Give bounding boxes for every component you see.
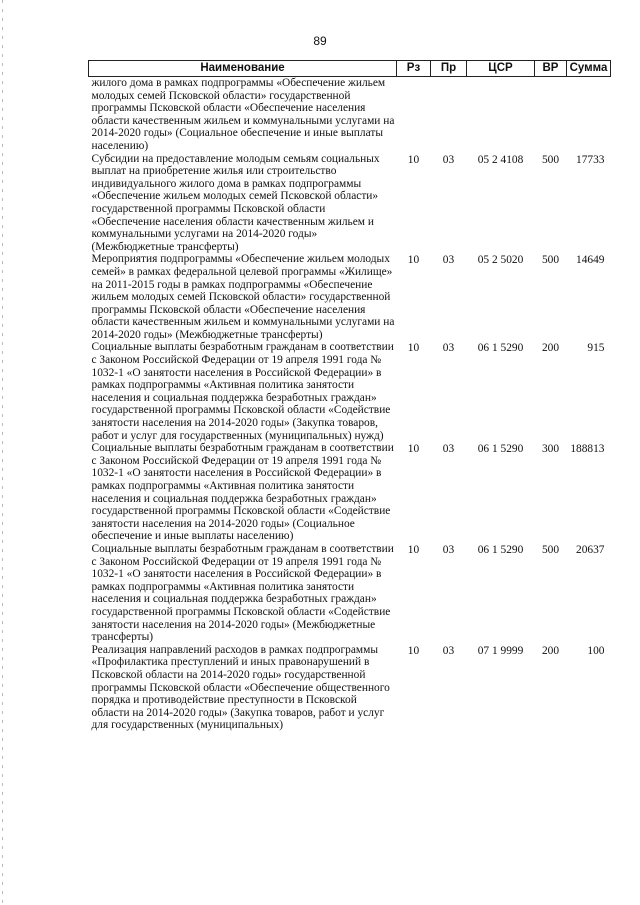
row-name: Субсидии на предоставление молодым семьям социальных выплат на приобретение жилья или строительство индивидуального жилого дома в рамках подпрограммы «Обеспечение жильем молодых семей Псковской области» государственной программы Псковской области «Обеспечение населения области качественным жильем и коммунальными услугами на 2014-2020 годы» (Межбюджетные трансферты) xyxy=(91,152,380,253)
row-sum: 14649 xyxy=(576,254,605,267)
table-row xyxy=(89,253,611,341)
row-vr: 300 xyxy=(541,443,560,456)
row-vr: 200 xyxy=(541,644,560,657)
row-csr: 07 1 9999 xyxy=(477,644,524,657)
row-pr: 03 xyxy=(442,153,455,166)
row-rz: 10 xyxy=(407,644,420,657)
header-csr: ЦСР xyxy=(467,61,535,77)
row-vr: 500 xyxy=(541,153,560,166)
row-sum: 17733 xyxy=(576,153,605,166)
row-csr: 05 2 4108 xyxy=(477,153,524,166)
row-sum: 100 xyxy=(587,644,605,657)
table-row xyxy=(89,644,611,732)
row-name: Мероприятия подпрограммы «Обеспечение жильем молодых семей» в рамках федеральной целевой программы «Жилище» на 2011-2015 годы в рамках подпрограммы «Обеспечение жильем молодых семей Псковской области» государственной программы Псковской области «Обеспечение населения области качественным жильем и коммунальными услугами на 2014-2020 годы» (Межбюджетные трансферты) xyxy=(91,253,395,341)
table-header-row xyxy=(89,61,611,77)
budget-table xyxy=(88,60,611,732)
row-vr xyxy=(535,77,567,153)
row-rz xyxy=(397,77,431,153)
row-pr xyxy=(431,77,467,153)
table-row xyxy=(89,543,611,644)
row-pr: 03 xyxy=(442,644,455,657)
row-rz: 10 xyxy=(407,342,420,355)
header-name: Наименование xyxy=(89,61,397,77)
header-vr: ВР xyxy=(535,61,567,77)
row-sum: 188813 xyxy=(570,443,605,456)
table-row xyxy=(89,341,611,442)
row-rz: 10 xyxy=(407,153,420,166)
header-sum: Сумма xyxy=(567,61,611,77)
row-name: Социальные выплаты безработным гражданам в соответствии с Законом Российской Федерации от 19 апреля 1991 года № 1032-1 «О занятости населения в Российской Федерации» в рамках подпрограммы «Активная политика занятости населения и социальная поддержка безработных граждан» государственной программы Псковской области «Содействие занятости населения на 2014-2020 годы» (Межбюджетные трансферты) xyxy=(91,542,394,644)
row-sum: 915 xyxy=(587,342,605,355)
row-name: Реализация направлений расходов в рамках подпрограммы «Профилактика преступлений и иных правонарушений в Псковской области на 2014-2020 годы» государственной программы Псковской области «Обеспечение общественного порядка и противодействие преступности в Псковской области на 2014-2020 годы» (Закупка товаров, работ и услуг для государственных (муниципальных) xyxy=(91,643,390,732)
row-vr: 500 xyxy=(541,254,560,267)
row-vr: 200 xyxy=(541,342,560,355)
table-row xyxy=(89,77,611,153)
row-rz: 10 xyxy=(407,443,420,456)
table-row xyxy=(89,153,611,254)
row-vr: 500 xyxy=(541,543,560,556)
row-pr: 03 xyxy=(442,443,455,456)
row-rz: 10 xyxy=(407,254,420,267)
row-rz: 10 xyxy=(407,543,420,556)
row-csr xyxy=(467,77,535,153)
table-row xyxy=(89,442,611,543)
row-sum xyxy=(567,77,611,153)
header-pr: Пр xyxy=(431,61,467,77)
row-sum: 20637 xyxy=(576,543,605,556)
row-csr: 06 1 5290 xyxy=(477,543,524,556)
row-pr: 03 xyxy=(442,543,455,556)
row-csr: 06 1 5290 xyxy=(477,342,524,355)
header-rz: Рз xyxy=(397,61,431,77)
row-name: жилого дома в рамках подпрограммы «Обеспечение жильем молодых семей Псковской области» государственной программы Псковской области «Обеспечение населения области качественным жильем и коммунальными услугами на 2014-2020 годы» (Социальное обеспечение и иные выплаты населению) xyxy=(91,77,395,152)
row-csr: 05 2 5020 xyxy=(477,254,524,267)
page-number: 89 xyxy=(313,34,327,48)
row-pr: 03 xyxy=(442,254,455,267)
row-pr: 03 xyxy=(442,342,455,355)
row-name: Социальные выплаты безработным гражданам в соответствии с Законом Российской Федерации от 19 апреля 1991 года № 1032-1 «О занятости населения в Российской Федерации» в рамках подпрограммы «Активная политика занятости населения и социальная поддержка безработных граждан» государственной программы Псковской области «Содействие занятости населения на 2014-2020 годы» (Закупка товаров, работ и услуг для государственных (муниципальных) нужд) xyxy=(91,341,394,442)
scan-edge xyxy=(2,0,3,905)
row-csr: 06 1 5290 xyxy=(477,443,524,456)
row-name: Социальные выплаты безработным гражданам в соответствии с Законом Российской Федерации от 19 апреля 1991 года № 1032-1 «О занятости населения в Российской Федерации» в рамках подпрограммы «Активная политика занятости населения и социальная поддержка безработных граждан» государственной программы Псковской области «Содействие занятости населения на 2014-2020 годы» (Социальное обеспечение и иные выплаты населению) xyxy=(91,442,394,543)
